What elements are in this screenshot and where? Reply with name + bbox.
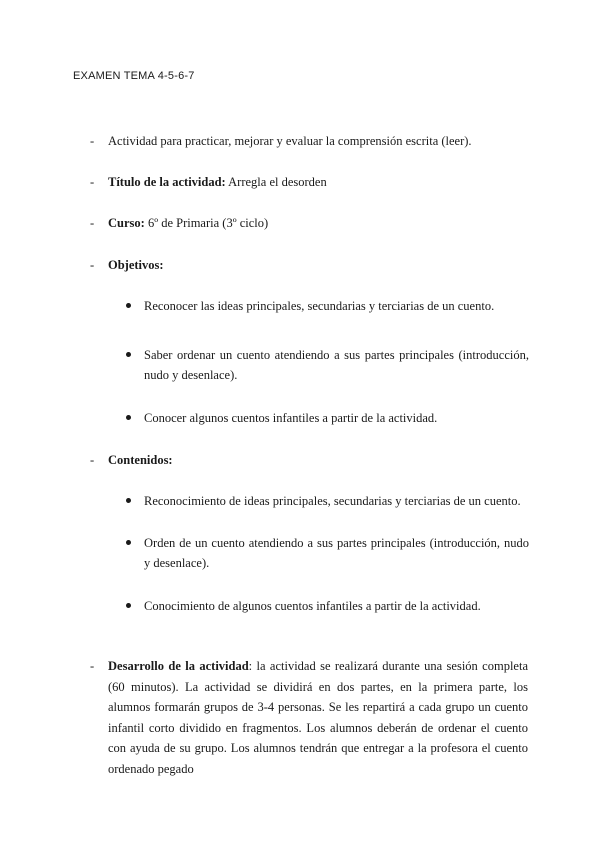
objetivos-heading: Objetivos: (108, 258, 164, 272)
document-header: EXAMEN TEMA 4-5-6-7 (73, 70, 195, 82)
desarrollo-paragraph (108, 656, 528, 779)
bullet-icon (126, 540, 131, 545)
curso-value: 6º de Primaria (3º ciclo) (147, 216, 269, 230)
bullet-icon (126, 603, 131, 608)
bullet-icon (126, 303, 131, 308)
desarrollo-label: Desarrollo de la actividad (108, 659, 249, 673)
dash-marker: - (90, 453, 95, 467)
dash-marker: - (90, 258, 95, 272)
titulo-value: Arregla el desorden (228, 175, 327, 189)
dash-marker: - (90, 659, 95, 673)
dash-marker: - (90, 216, 95, 230)
desarrollo-text: : la actividad se realizará durante una sesión completa (60 minutos). La actividad se dividirá en dos partes, en la primera parte, los alumnos formarán grupos de 3-4 personas. Se les repartirá a cada grupo un cuento infantil corto dividido en fragmentos. Los alumnos deberán de ordenar el cuento con ayuda de su grupo. Los alumnos tendrán que entregar a la profesora el cuento ordenado pegado (108, 659, 528, 776)
curso-label: Curso: (108, 216, 145, 230)
dash-marker: - (90, 134, 95, 148)
document-page: EXAMEN TEMA 4-5-6-7 - Actividad para practicar, mejorar y evaluar la comprensión escrita (leer). - Título de la actividad: Arregla el desorden - Curso: 6º de Primaria (3º ciclo) - Objetivos: Reconocer las ideas principales, secundarias y terciarias de un cuento. Saber ordenar un cuento atendiendo a sus partes principales (introducción, nudo y desenlace). Conocer algunos cuentos infantiles a partir de la actividad. - Contenidos: Reconocimiento de ideas principales, secundarias y terciarias de un cuento. Orden de un cuento atendiendo a sus partes principales (introducción, nudo y desenlace). Conocimiento de algunos cuentos infantiles a partir de la actividad. - Desarrollo de la actividad: la actividad se realizará durante una sesión completa (60 minutos). La actividad se dividirá en dos partes, en la primera parte, los alumnos formarán grupos de 3-4 personas. Se les repartirá a cada grupo un cuento infantil corto dividido en fragmentos. Los alumnos deberán de ordenar el cuento con ayuda de su grupo. Los alumnos tendrán que entregar a la profesora el cuento ordenado pegado (0, 0, 600, 848)
bullet-icon (126, 498, 131, 503)
actividad-text: Actividad para practicar, mejorar y evaluar la comprensión escrita (leer). (108, 134, 472, 148)
contenidos-heading: Contenidos: (108, 453, 173, 467)
bullet-icon (126, 415, 131, 420)
bullet-icon (126, 352, 131, 357)
titulo-label: Título de la actividad: (108, 175, 226, 189)
dash-marker: - (90, 175, 95, 189)
